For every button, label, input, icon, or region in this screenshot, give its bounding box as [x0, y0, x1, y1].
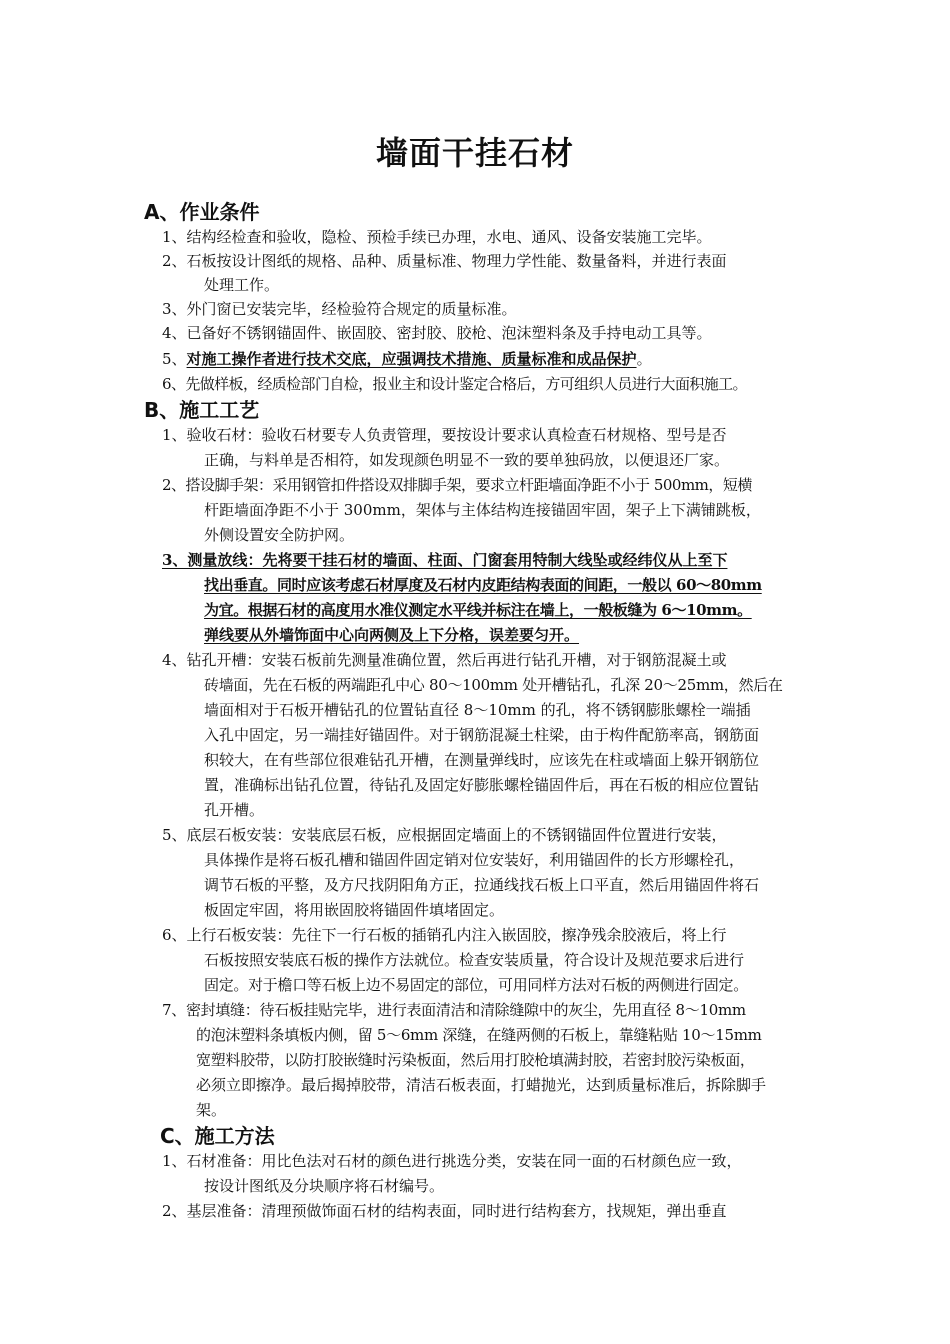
paragraph-line: 3、外门窗已安装完毕，经检验符合规定的质量标准。 [162, 300, 517, 318]
emphasis-line: 为宜。根据石材的高度用水准仪测定水平线并标注在墙上，一般板缝为 6～10mm。 [204, 601, 752, 619]
emphasized-text: 对施工操作者进行技术交底，应强调技术措施、质量标准和成品保护 [186, 350, 637, 368]
paragraph-line: 按设计图纸及分块顺序将石材编号。 [204, 1177, 445, 1195]
section-heading-b: B、施工工艺 [144, 398, 260, 422]
paragraph-line: 板固定牢固，将用嵌固胶将锚固件填堵固定。 [204, 901, 505, 919]
section-heading-c: C、施工方法 [160, 1124, 275, 1148]
paragraph-line: 具体操作是将石板孔槽和锚固件固定销对位安装好，利用锚固件的长方形螺栓孔， [204, 851, 745, 869]
paragraph-line: 7、密封填缝：待石板挂贴完毕，进行表面清洁和清除缝隙中的灰尘，先用直径 8～10mm [162, 1001, 746, 1019]
paragraph-line: 1、验收石材：验收石材要专人负责管理，要按设计要求认真检查石材规格、型号是否 [162, 426, 727, 444]
paragraph-line: 积较大，在有些部位很难钻孔开槽，在测量弹线时，应该先在柱或墙面上躲开钢筋位 [204, 751, 760, 769]
paragraph-line: 1、结构经检查和验收，隐检、预检手续已办理，水电、通风、设备安装施工完毕。 [162, 228, 712, 246]
document-title: 墙面干挂石材 [375, 134, 574, 172]
paragraph-line: 正确，与料单是否相符，如发现颜色明显不一致的要单独码放，以便退还厂家。 [204, 451, 730, 469]
paragraph-line: 宽塑料胶带，以防打胶嵌缝时污染板面，然后用打胶枪填满封胶，若密封胶污染板面， [196, 1051, 755, 1069]
paragraph-line: 6、先做样板，经质检部门自检，报业主和设计鉴定合格后，方可组织人员进行大面积施工。 [162, 375, 747, 393]
paragraph-line: 孔开槽。 [204, 801, 265, 819]
emphasis-line: 找出垂直。同时应该考虑石材厚度及石材内皮距结构表面的间距，一般以 60～80mm [204, 576, 762, 594]
paragraph-line: 置，准确标出钻孔位置，待钻孔及固定好膨胀螺栓锚固件后，再在石板的相应位置钻 [204, 776, 760, 794]
paragraph-line: 处理工作。 [204, 276, 280, 294]
paragraph-line: 砖墙面，先在石板的两端距孔中心 80～100mm 处开槽钻孔，孔深 20～25mm，然后在 [204, 676, 783, 694]
paragraph-line: 6、上行石板安装：先往下一行石板的插销孔内注入嵌固胶，擦净残余胶液后，将上行 [162, 926, 727, 944]
paragraph-line: 调节石板的平整，及方尺找阴阳角方正，拉通线找石板上口平直，然后用锚固件将石 [204, 876, 760, 894]
paragraph-line: 必须立即擦净。最后揭掉胶带，清洁石板表面，打蜡抛光，达到质量标准后，拆除脚手 [196, 1076, 767, 1094]
paragraph-line: 2、搭设脚手架：采用钢管扣件搭设双排脚手架，要求立杆距墙面净距不小于 500mm，短横 [162, 476, 752, 494]
emphasis-line: 3、测量放线：先将要干挂石材的墙面、柱面、门窗套用特制大线坠或经纬仪从上至下 [162, 551, 728, 569]
punctuation: 。 [636, 350, 652, 368]
section-heading-a: A、作业条件 [144, 200, 260, 224]
paragraph-line: 5、底层石板安装：安装底层石板，应根据固定墙面上的不锈钢锚固件位置进行安装， [162, 826, 727, 844]
paragraph-line: 墙面相对于石板开槽钻孔的位置钻直径 8～10mm 的孔，将不锈钢膨胀螺栓一端插 [204, 701, 751, 719]
paragraph-line: 的泡沫塑料条填板内侧，留 5～6mm 深缝，在缝两侧的石板上，靠缝粘贴 10～15mm [196, 1026, 762, 1044]
paragraph-line: 外侧设置安全防护网。 [204, 526, 355, 544]
paragraph-line: 4、已备好不锈钢锚固件、嵌固胶、密封胶、胶枪、泡沫塑料条及手持电动工具等。 [162, 324, 712, 342]
paragraph-line: 2、石板按设计图纸的规格、品种、质量标准、物理力学性能、数量备料，并进行表面 [162, 252, 727, 270]
paragraph-line: 石板按照安装底石板的操作方法就位。检查安装质量，符合设计及规范要求后进行 [204, 951, 745, 969]
emphasis-line: 弹线要从外墙饰面中心向两侧及上下分格，误差要匀开。 [204, 626, 580, 644]
paragraph-line: 固定。对于檐口等石板上边不易固定的部位，可用同样方法对石板的两侧进行固定。 [204, 976, 748, 994]
item-number: 5、 [162, 350, 187, 368]
paragraph-line: 入孔中固定，另一端挂好锚固件。对于钢筋混凝土柱梁，由于构件配筋率高，钢筋面 [204, 726, 760, 744]
paragraph-line: 架。 [196, 1101, 227, 1119]
emphasis-line [162, 348, 652, 370]
paragraph-line: 杆距墙面净距不小于 300mm，架体与主体结构连接锚固牢固，架子上下满铺跳板， [204, 501, 761, 519]
paragraph-line: 4、钻孔开槽：安装石板前先测量准确位置，然后再进行钻孔开槽，对于钢筋混凝土或 [162, 651, 727, 669]
paragraph-line: 2、基层准备：清理预做饰面石材的结构表面，同时进行结构套方，找规矩，弹出垂直 [162, 1202, 727, 1220]
paragraph-line: 1、石材准备：用比色法对石材的颜色进行挑选分类，安装在同一面的石材颜色应一致， [162, 1152, 742, 1170]
